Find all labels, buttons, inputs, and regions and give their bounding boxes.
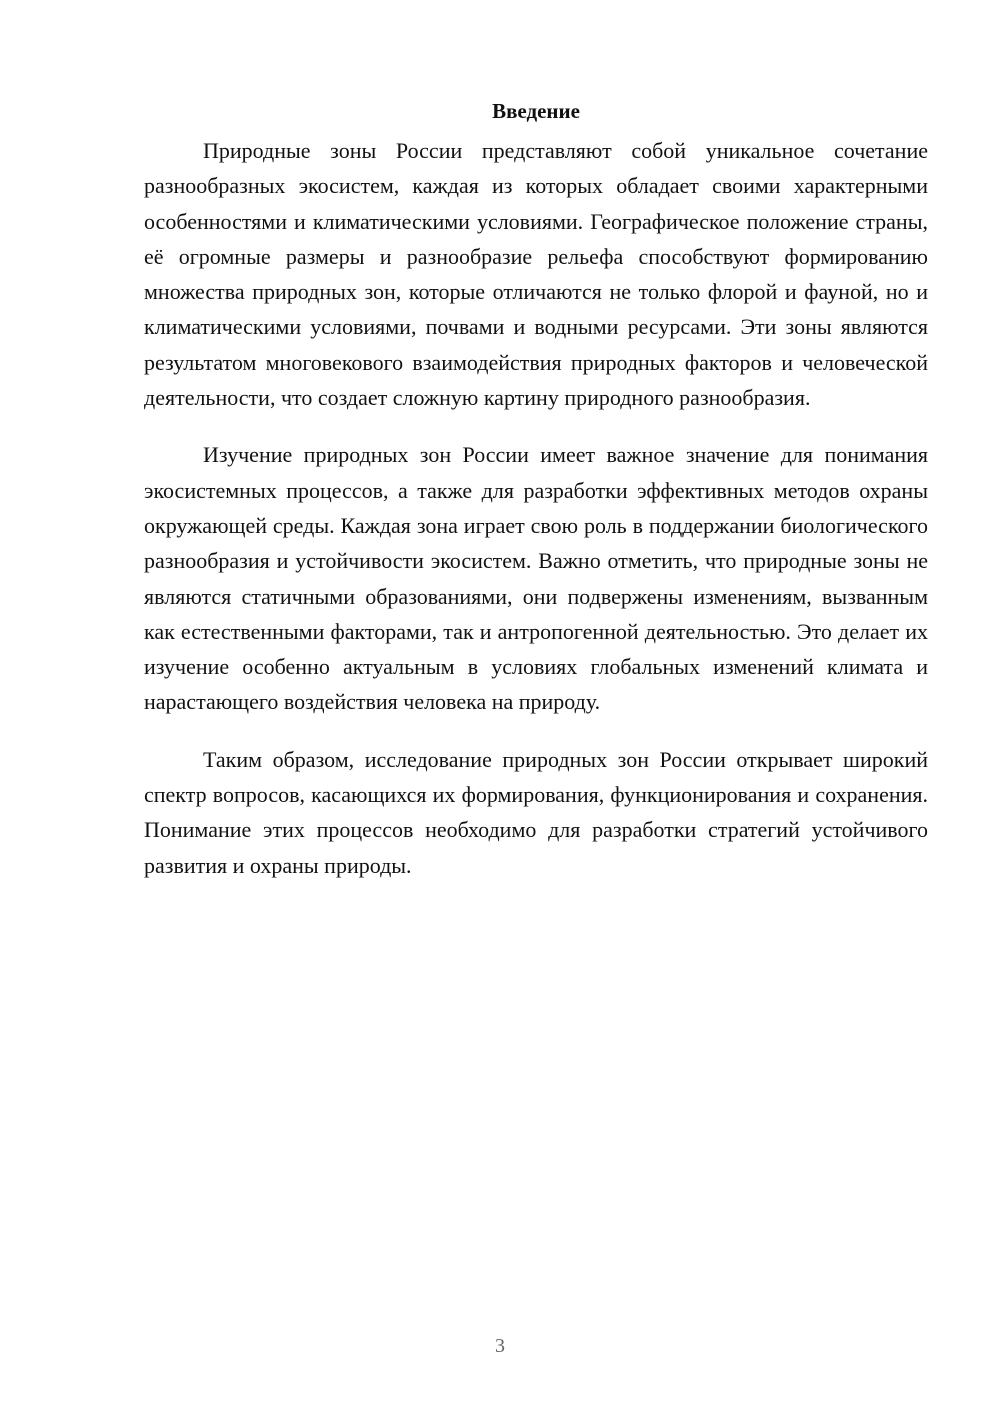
page-content <box>144 94 928 905</box>
paragraph-1: Природные зоны России представляют собой уникальное сочетание разнообразных экосистем, каждая из которых обладает своими характерными особенностями и климатическими условиями. Географическое положение страны, её огромные размеры и разнообразие рельефа способствуют формированию множества природных зон, которые отличаются не только флорой и фауной, но и климатическими условиями, почвами и водными ресурсами. Эти зоны являются результатом многовекового взаимодействия природных факторов и человеческой деятельности, что создает сложную картину природного разнообразия. <box>144 138 928 411</box>
paragraph-3: Таким образом, исследование природных зон России открывает широкий спектр вопросов, касающихся их формирования, функционирования и сохранения. Понимание этих процессов необходимо для разработки стратегий устойчивого развития и охраны природы. <box>144 746 928 878</box>
section-heading: Введение <box>492 99 580 123</box>
paragraph-2: Изучение природных зон России имеет важное значение для понимания экосистемных процессов, а также для разработки эффективных методов охраны окружающей среды. Каждая зона играет свою роль в поддержании биологического разнообразия и устойчивости экосистем. Важно отметить, что природные зоны не являются статичными образованиями, они подвержены изменениям, вызванным как естественными факторами, так и антропогенной деятельностью. Это делает их изучение особенно актуальным в условиях глобальных изменений климата и нарастающего воздействия человека на природу. <box>144 442 928 715</box>
page-number: 3 <box>495 1335 505 1357</box>
